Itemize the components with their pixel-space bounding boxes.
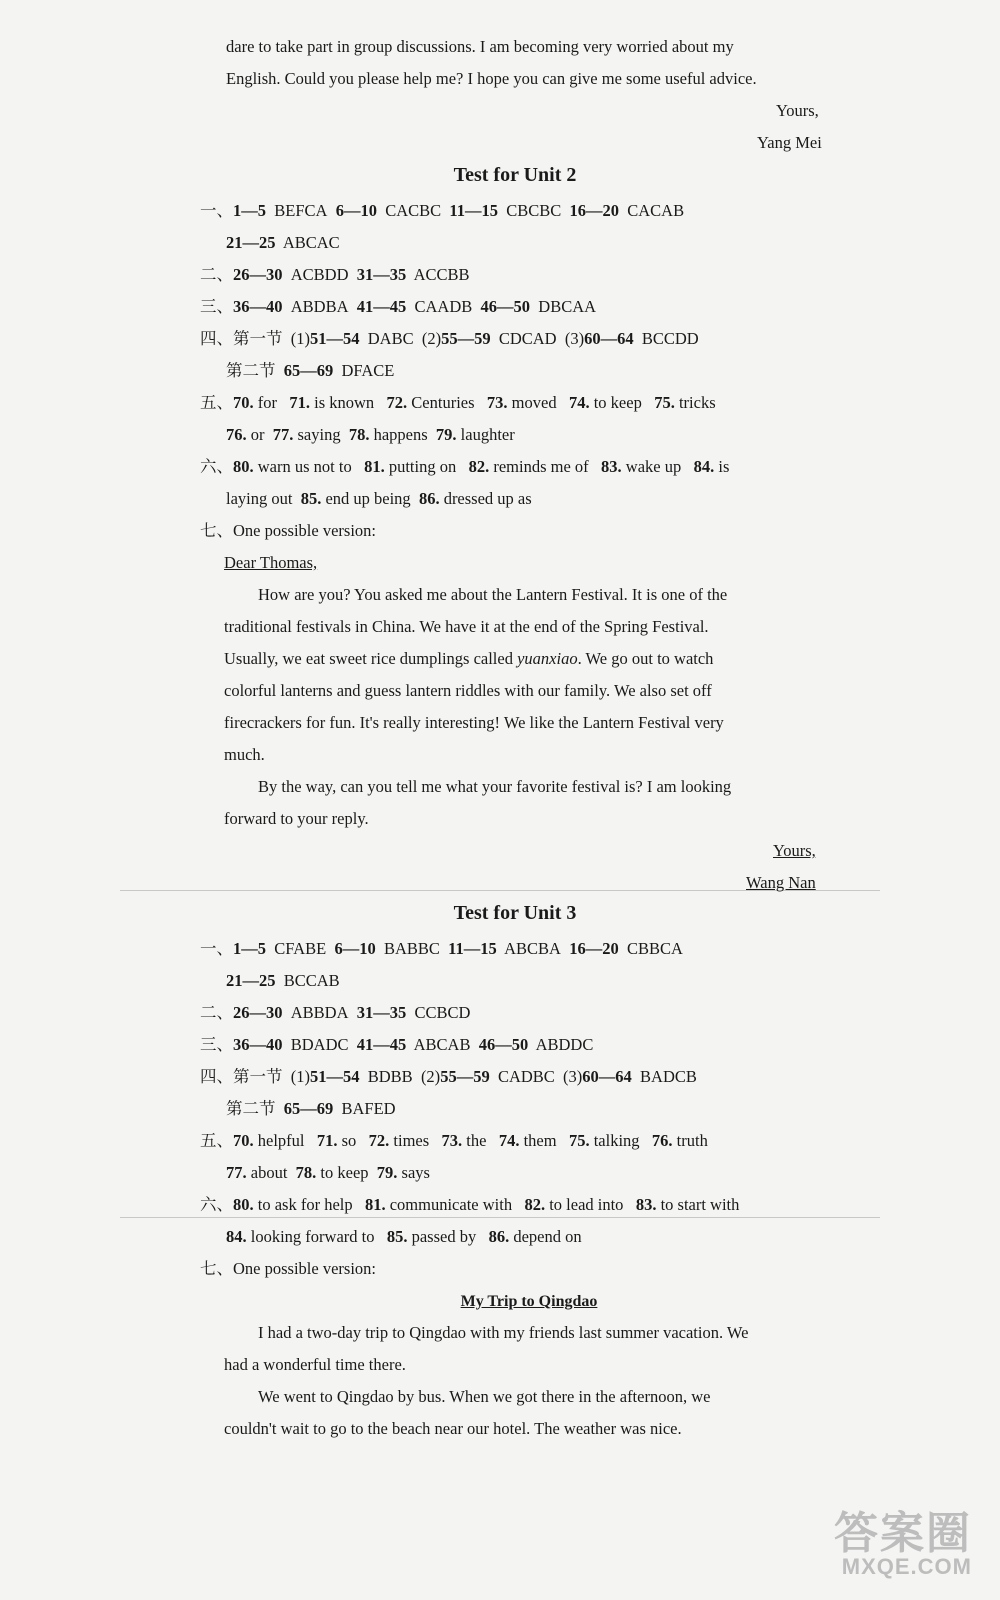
intro-line-1: dare to take part in group discussions. I am becoming very worried about my: [226, 37, 734, 56]
intro-line-2: English. Could you please help me? I hope you can give me some useful advice.: [226, 69, 757, 88]
unit2-section1-row2: 21—25 ABCAC: [226, 233, 340, 252]
unit2-section2: 二、26—30 ACBDD 31—35 ACCBB: [200, 265, 470, 284]
unit2-letter-line: How are you? You asked me about the Lantern Festival. It is one of the: [258, 585, 728, 604]
unit2-section7-intro: 七、One possible version:: [200, 521, 376, 540]
intro-signature: Yang Mei: [757, 133, 822, 152]
unit3-essay-title: My Trip to Qingdao: [460, 1293, 598, 1310]
unit2-section4-part2: 第二节 65—69 DFACE: [226, 361, 395, 380]
unit2-section4-part1: 四、第一节 (1)51—54 DABC (2)55—59 CDCAD (3)60—64 BCCDD: [200, 329, 699, 348]
unit2-section6-row2: laying out 85. end up being 86. dressed up as: [226, 489, 532, 508]
unit2-letter-line: Usually, we eat sweet rice dumplings called yuanxiao. We go out to watch: [224, 649, 714, 668]
unit3-section4-part1: 四、第一节 (1)51—54 BDBB (2)55—59 CADBC (3)60—64 BADCB: [200, 1067, 697, 1086]
unit2-letter-line: firecrackers for fun. It's really interesting! We like the Lantern Festival very: [224, 713, 724, 732]
unit3-section4-part2: 第二节 65—69 BAFED: [226, 1099, 396, 1118]
unit3-essay-line: couldn't wait to go to the beach near our hotel. The weather was nice.: [224, 1419, 682, 1438]
unit2-section5-row1: 五、70. for 71. is known 72. Centuries 73. moved 74. to keep 75. tricks: [200, 393, 716, 412]
unit3-essay-line: had a wonderful time there.: [224, 1355, 406, 1374]
watermark-url: MXQE.COM: [841, 1554, 972, 1579]
unit2-letter-closing: Yours,: [773, 841, 816, 860]
unit2-letter-signature: Wang Nan: [746, 873, 816, 892]
unit3-section6-row2: 84. looking forward to 85. passed by 86. depend on: [226, 1227, 582, 1246]
intro-closing: Yours,: [776, 101, 819, 120]
unit2-letter-line: forward to your reply.: [224, 809, 369, 828]
unit2-title: Test for Unit 2: [453, 164, 577, 186]
unit3-essay-line: We went to Qingdao by bus. When we got there in the afternoon, we: [258, 1387, 711, 1406]
unit3-section3: 三、36—40 BDADC 41—45 ABCAB 46—50 ABDDC: [200, 1035, 594, 1054]
unit2-letter-line: much.: [224, 745, 265, 764]
unit3-section5-row2: 77. about 78. to keep 79. says: [226, 1163, 430, 1182]
watermark-logo: [834, 1509, 972, 1579]
unit3-section7-intro: 七、One possible version:: [200, 1259, 376, 1278]
unit3-title: Test for Unit 3: [453, 902, 577, 924]
unit3-section6-row1: 六、80. to ask for help 81. communicate with 82. to lead into 83. to start with: [200, 1195, 740, 1214]
unit2-section3: 三、36—40 ABDBA 41—45 CAADB 46—50 DBCAA: [200, 297, 597, 316]
watermark-text: 答案圈: [834, 1509, 972, 1558]
unit3-section1-row2: 21—25 BCCAB: [226, 971, 340, 990]
divider-line: [120, 1217, 880, 1218]
unit2-letter-line: traditional festivals in China. We have it at the end of the Spring Festival.: [224, 617, 709, 636]
unit2-section5-row2: 76. or 77. saying 78. happens 79. laughter: [226, 425, 515, 444]
unit3-section5-row1: 五、70. helpful 71. so 72. times 73. the 74. them 75. talking 76. truth: [200, 1131, 708, 1150]
unit3-section1-row1: 一、1—5 CFABE 6—10 BABBC 11—15 ABCBA 16—20 CBBCA: [200, 939, 683, 958]
unit2-letter-line: colorful lanterns and guess lantern riddles with our family. We also set off: [224, 681, 712, 700]
unit2-section6-row1: 六、80. warn us not to 81. putting on 82. reminds me of 83. wake up 84. is: [200, 457, 730, 476]
unit2-letter-greeting: Dear Thomas,: [224, 553, 318, 572]
unit2-letter-line: By the way, can you tell me what your favorite festival is? I am looking: [258, 777, 732, 796]
unit3-section2: 二、26—30 ABBDA 31—35 CCBCD: [200, 1003, 471, 1022]
unit3-essay-line: I had a two-day trip to Qingdao with my friends last summer vacation. We: [258, 1323, 749, 1342]
unit2-section1-row1: 一、1—5 BEFCA 6—10 CACBC 11—15 CBCBC 16—20 CACAB: [200, 201, 685, 220]
